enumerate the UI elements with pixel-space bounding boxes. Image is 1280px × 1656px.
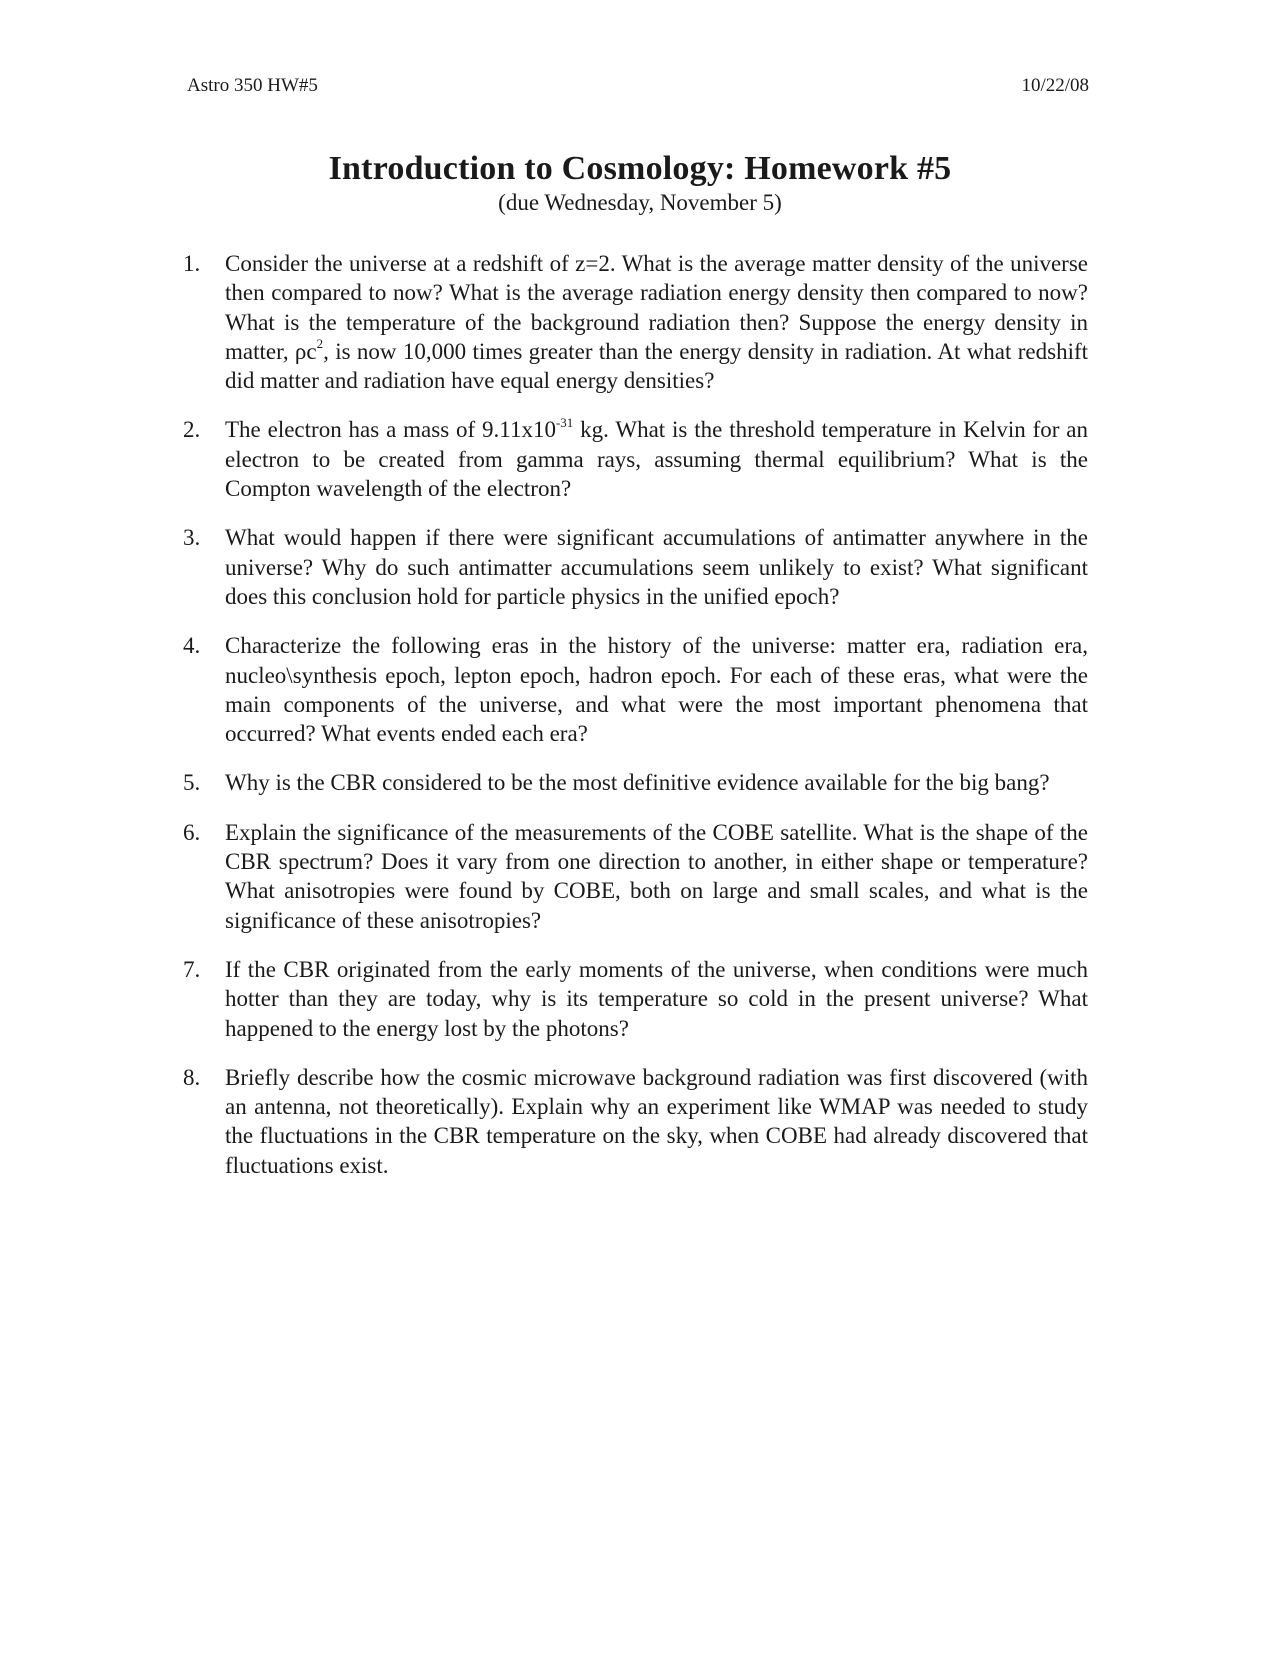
question-item-6 [183, 818, 1088, 935]
question-number: 2. [183, 417, 201, 443]
question-text: Characterize the following eras in the history of the universe: matter era, radiation era, nucleo\synthesis epoch, lepton epoch, hadron epoch. For each of these eras, what were the main components of the universe, and what were the most important phenomena that occurred? What events ended each era? [225, 633, 1088, 747]
superscript: 2 [316, 336, 324, 352]
question-text: What would happen if there were significant accumulations of antimatter anywhere in the universe? Why do such antimatter accumulations seem unlikely to exist? What significant does this conclusion hold for particle physics in the unified epoch? [225, 525, 1088, 609]
question-number: 7. [183, 956, 201, 982]
question-list [183, 249, 1088, 1200]
question-number: 6. [183, 819, 201, 845]
question-number: 1. [183, 251, 201, 276]
question-text: Briefly describe how the cosmic microwave background radiation was first discovered (with an antenna, not theoretically). Explain why an experiment like WMAP was needed to study the fluctuations in the CBR temperature on the sky, when COBE had already discovered that fluctuations exist. [225, 1064, 1088, 1178]
question-text: The electron has a mass of $9.11x10^{-31}$ kg. What is the threshold temperature in Kelvin for an electron to be created from gamma rays, assuming thermal equilibrium? What is the Compton wavelength of the electron? [225, 414, 1088, 502]
question-item-3 [183, 523, 1088, 611]
question-item-5 [183, 768, 1088, 797]
question-number: 3. [183, 525, 201, 551]
course-header: Astro 350 HW#5 [187, 75, 318, 96]
superscript: -31 [555, 414, 574, 430]
question-text: If the CBR originated from the early moments of the universe, when conditions were much hotter than they are today, why is its temperature so cold in the present universe? What happened to the energy lost by the photons? [225, 956, 1088, 1041]
question-item-2 [183, 415, 1088, 503]
question-text: Explain the significance of the measurements of the COBE satellite. What is the shape of the CBR spectrum? Does it vary from one direction to another, in either shape or temperature? What anisotropies were found by COBE, both on large and small scales, and what is the significance of these anisotropies? [225, 819, 1088, 933]
page-title: Introduction to Cosmology: Homework #5 [328, 150, 952, 187]
due-date-subtitle: (due Wednesday, November 5) [498, 190, 782, 215]
question-item-8 [183, 1063, 1088, 1180]
question-number: 5. [183, 770, 201, 796]
date-header: 10/22/08 [1021, 75, 1089, 96]
question-text: Why is the CBR considered to be the most definitive evidence available for the big bang? [225, 770, 1050, 796]
question-item-7 [183, 955, 1088, 1043]
question-item-1 [183, 249, 1088, 395]
question-item-4 [183, 631, 1088, 748]
question-text: Consider the universe at a redshift of z=2. What is the average matter density of the universe then compared to now? What is the average radiation energy density then compared to now? What is the temperature of the background radiation then? Suppose the energy density in matter, $\rho c^2$, is now 10,000 times greater than the energy density in radiation. At what redshift did matter and radiation have equal energy densities? [225, 251, 1089, 394]
question-number: 4. [183, 633, 201, 659]
question-number: 8. [183, 1064, 201, 1090]
